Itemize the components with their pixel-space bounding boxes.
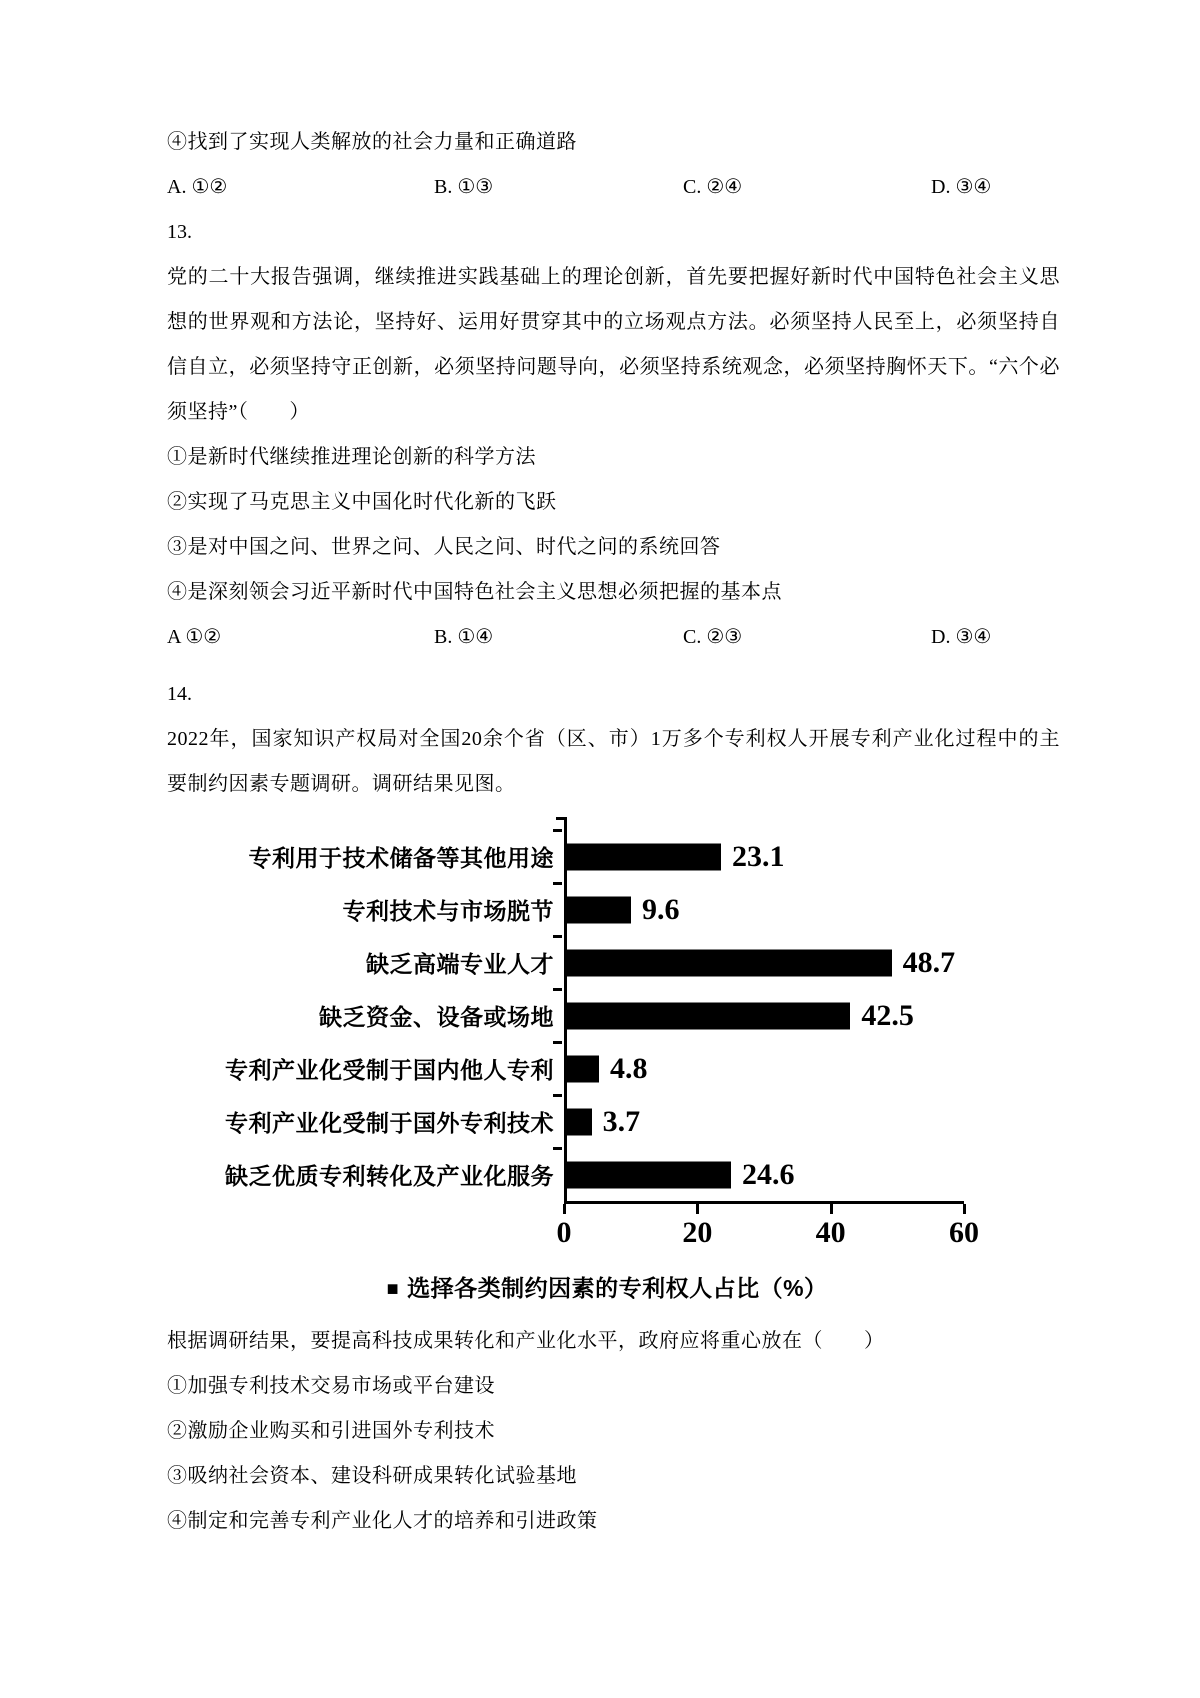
x-axis-tick-label: 0: [556, 1216, 572, 1249]
x-axis-tick-label: 20: [682, 1216, 713, 1249]
chart-row: [212, 1042, 1002, 1095]
q14-question: 根据调研结果，要提高科技成果转化和产业化水平，政府应将重心放在（ ）: [167, 1330, 885, 1352]
chart-value-label: 48.7: [902, 945, 956, 979]
chart-bar: [567, 843, 721, 870]
chart-category-label: 缺乏资金、设备或场地: [319, 1004, 554, 1030]
chart-row: [212, 830, 1002, 883]
chart-row: [212, 1148, 1002, 1201]
q14-number: 14.: [167, 683, 192, 705]
chart-bar: [567, 1055, 599, 1082]
q12-option: A. ①②: [167, 176, 228, 198]
x-axis-tick: [563, 1204, 566, 1214]
q12-item-4: ④找到了实现人类解放的社会力量和正确道路: [167, 131, 577, 153]
q13-item: ④是深刻领会习近平新时代中国特色社会主义思想必须把握的基本点: [167, 581, 782, 603]
chart-plot-area: [564, 936, 967, 989]
chart-category-label: 专利用于技术储备等其他用途: [248, 845, 554, 871]
chart-xaxis: [556, 1201, 979, 1262]
q13-option: B. ①④: [434, 626, 494, 648]
chart-plot-area: [564, 883, 967, 936]
chart-bar: [567, 1002, 850, 1029]
q12-option: B. ①③: [434, 176, 494, 198]
chart-row: [212, 1095, 1002, 1148]
chart-category-label: 专利产业化受制于国外专利技术: [225, 1110, 554, 1136]
chart-plot-area: [564, 830, 967, 883]
chart-legend: [212, 1270, 1002, 1303]
chart-value-label: 24.6: [742, 1157, 795, 1191]
q12-options-row: [167, 165, 1060, 210]
chart-plot-area: [564, 1148, 967, 1201]
q14-items: [167, 1364, 1060, 1544]
q13-options-row: [167, 615, 1060, 660]
q13-option: D. ③④: [931, 626, 992, 648]
y-axis-cap: [564, 817, 1002, 830]
x-axis-tick: [963, 1204, 966, 1214]
q12-option: C. ②④: [683, 176, 743, 198]
x-axis-tick-label: 60: [949, 1216, 979, 1249]
chart-value-label: 3.7: [602, 1104, 641, 1138]
chart-bar: [567, 896, 631, 923]
q14-item: ③吸纳社会资本、建设科研成果转化试验基地: [167, 1465, 577, 1487]
q13-option: C. ②③: [683, 626, 743, 648]
chart-category-label: 缺乏优质专利转化及产业化服务: [225, 1163, 554, 1189]
chart-plot-area: [564, 989, 967, 1042]
q13-items: [167, 435, 1060, 615]
constraint-factors-bar-chart: [212, 817, 1002, 1303]
q14-item: ②激励企业购买和引进国外专利技术: [167, 1420, 495, 1442]
q14-item: ①加强专利技术交易市场或平台建设: [167, 1375, 495, 1397]
x-axis-tick: [830, 1204, 833, 1214]
q13-item: ①是新时代继续推进理论创新的科学方法: [167, 446, 536, 468]
chart-row: [212, 936, 1002, 989]
legend-swatch-icon: ■: [386, 1278, 400, 1300]
q13-stem: 党的二十大报告强调，继续推进实践基础上的理论创新，首先要把握好新时代中国特色社会主义思想的世界观和方法论，坚持好、运用好贯穿其中的立场观点方法。必须坚持人民至上，必须坚持自信自立，必须坚持守正创新，必须坚持问题导向，必须坚持系统观念，必须坚持胸怀天下。“六个必须坚持”（ ）: [167, 266, 1060, 423]
chart-bar: [567, 1161, 731, 1188]
q14-stem: 2022年，国家知识产权局对全国20余个省（区、市）1万多个专利权人开展专利产业化过程中的主要制约因素专题调研。调研结果见图。: [167, 728, 1060, 795]
chart-value-label: 4.8: [610, 1051, 648, 1085]
x-axis-tick: [696, 1204, 699, 1214]
chart-row: [212, 989, 1002, 1042]
chart-row: [212, 883, 1002, 936]
chart-category-label: 专利产业化受制于国内他人专利: [225, 1057, 554, 1083]
x-axis-tick-label: 40: [815, 1216, 846, 1249]
chart-rows: [212, 830, 1002, 1201]
chart-bar: [567, 1108, 592, 1135]
chart-legend-label: 选择各类制约因素的专利权人占比（%）: [407, 1275, 828, 1301]
chart-value-label: 9.6: [642, 892, 680, 926]
chart-category-label: 专利技术与市场脱节: [342, 898, 554, 924]
chart-plot-area: [564, 1042, 967, 1095]
q12-option: D. ③④: [931, 176, 992, 198]
chart-bar: [567, 949, 892, 976]
q13-option: A ①②: [167, 626, 222, 648]
q13-number: 13.: [167, 221, 192, 243]
q14-item: ④制定和完善专利产业化人才的培养和引进政策: [167, 1510, 598, 1532]
chart-value-label: 42.5: [861, 998, 914, 1032]
q13-item: ③是对中国之问、世界之问、人民之问、时代之问的系统回答: [167, 536, 721, 558]
chart-plot-area: [564, 1095, 967, 1148]
chart-value-label: 23.1: [732, 839, 785, 873]
q13-item: ②实现了马克思主义中国化时代化新的飞跃: [167, 491, 557, 513]
chart-category-label: 缺乏高端专业人才: [366, 951, 554, 977]
